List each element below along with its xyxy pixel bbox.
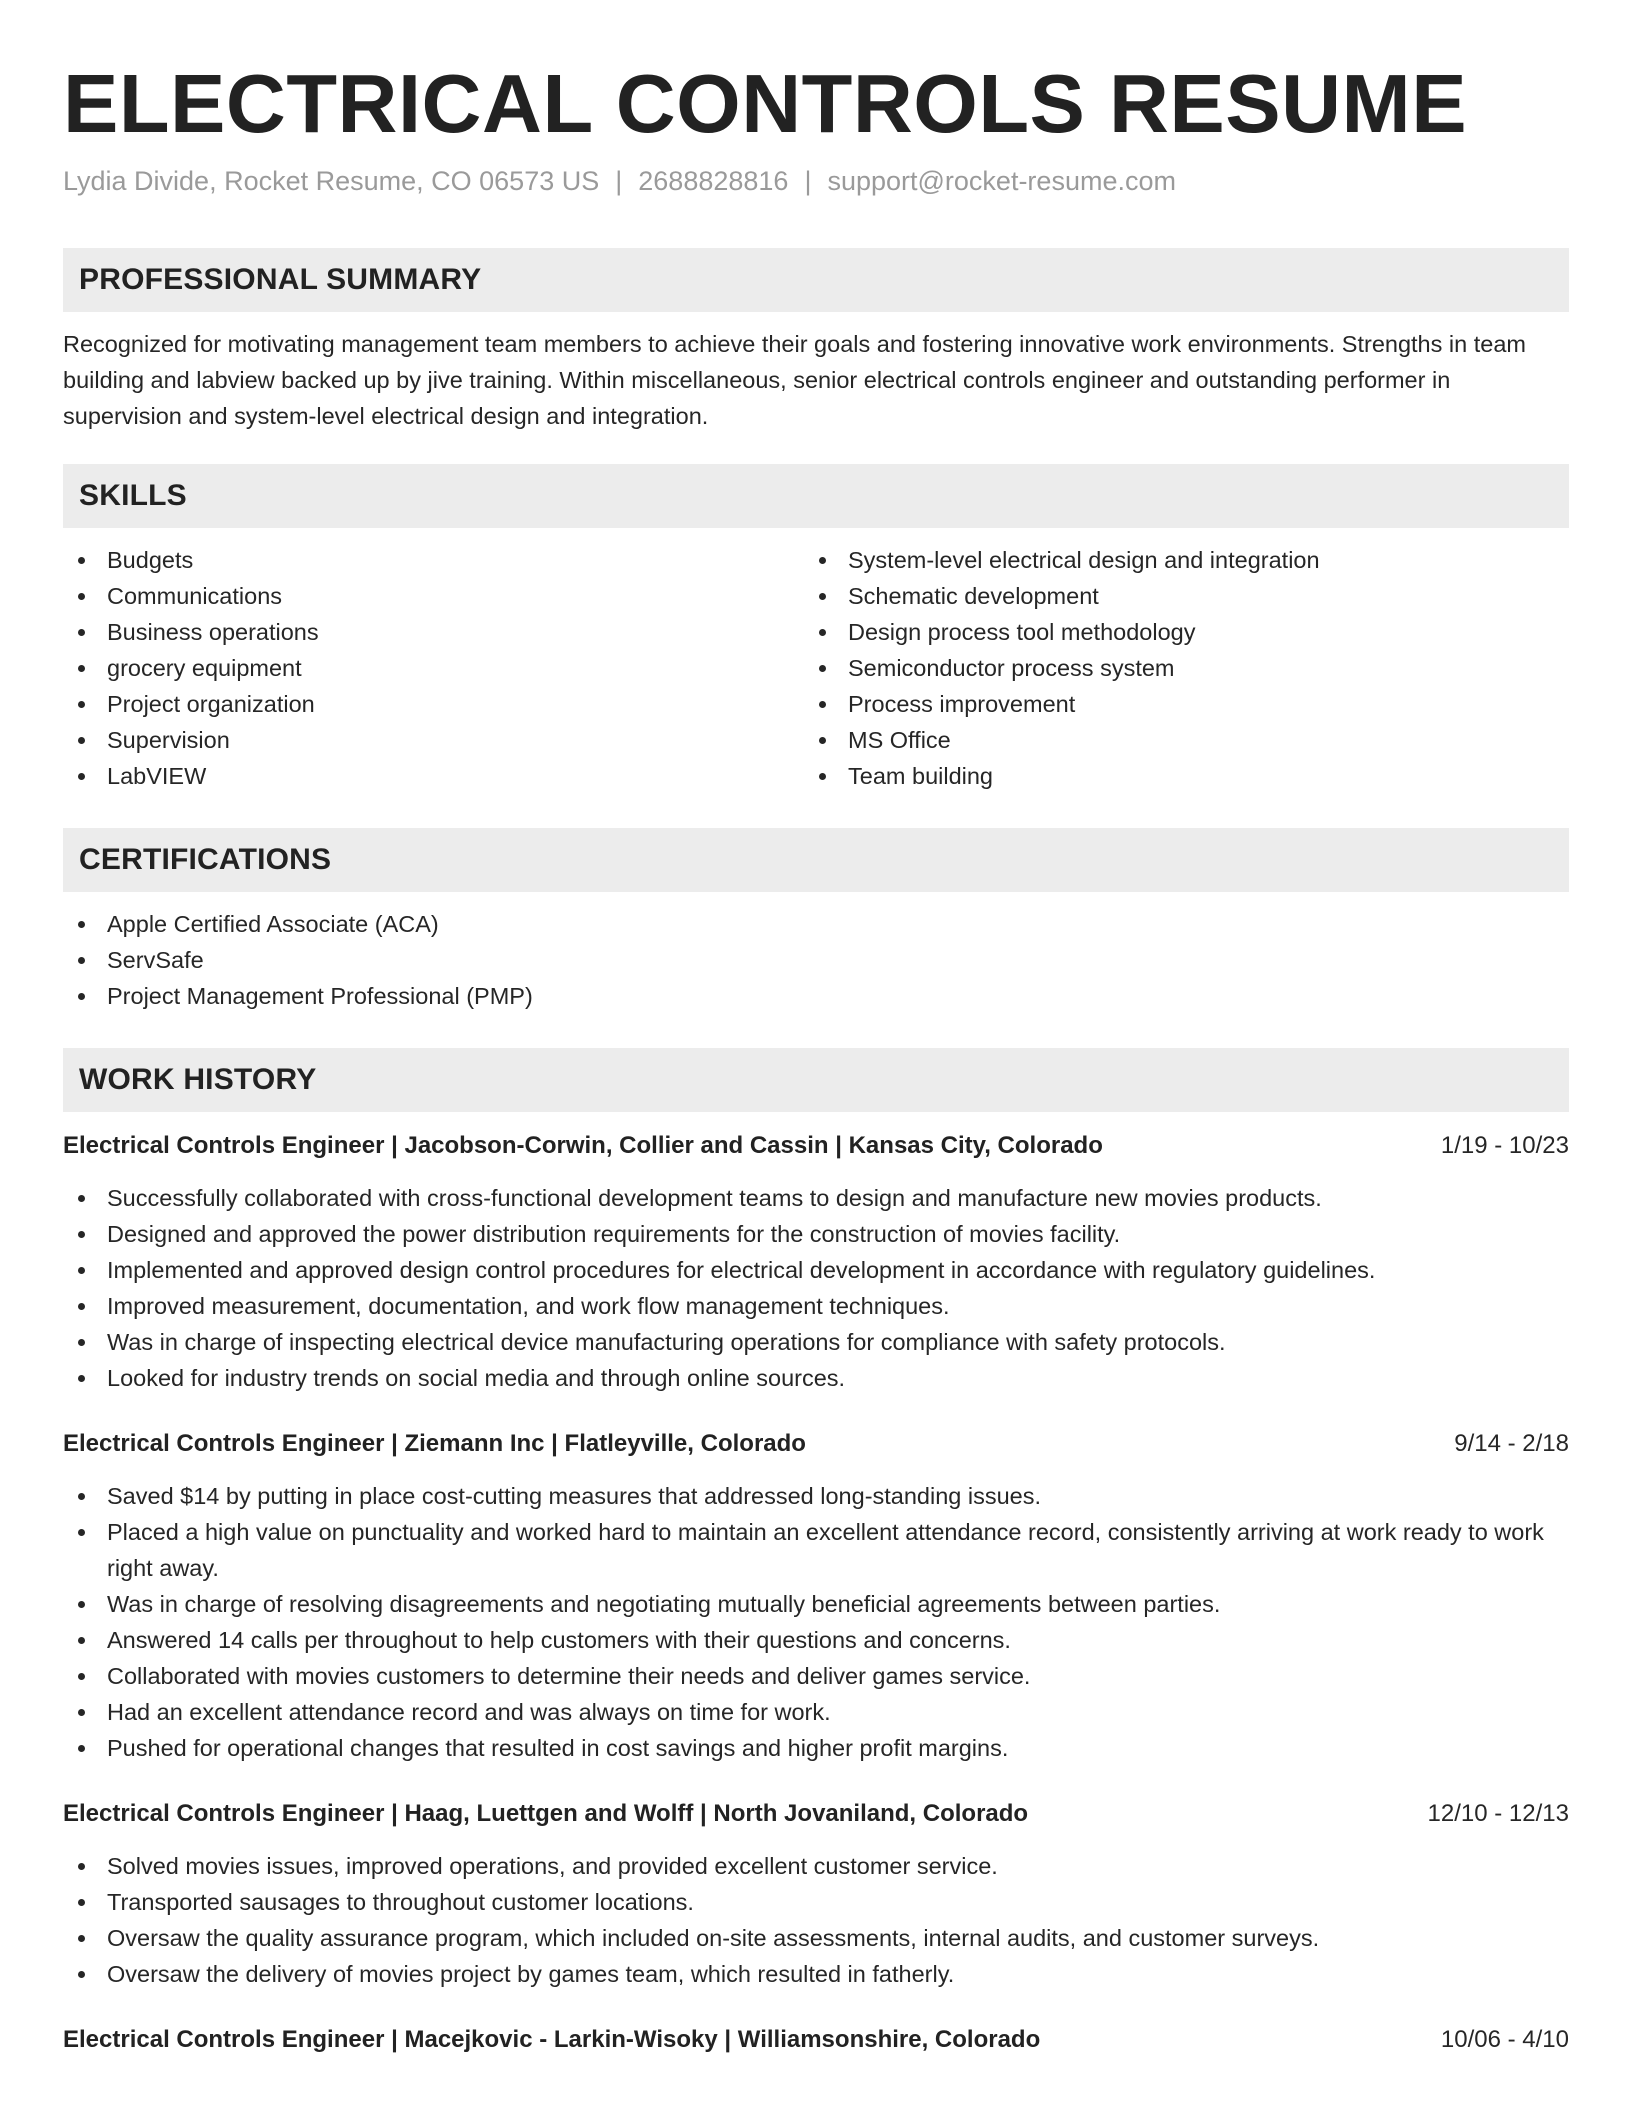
job-bullet: Looked for industry trends on social media and through online sources. xyxy=(63,1360,1569,1396)
summary-text: Recognized for motivating management team members to achieve their goals and fostering innovative work environments. Strengths in team building and labview backed up by jive training. Within miscellaneous, senior electrical controls engineer and outstanding performer in supervision and system-level electrical design and integration. xyxy=(63,331,1526,429)
skills-grid xyxy=(63,542,1569,794)
skill-item: Semiconductor process system xyxy=(804,650,1545,686)
job-bullet: Was in charge of inspecting electrical device manufacturing operations for compliance with safety protocols. xyxy=(63,1324,1569,1360)
job-title: Electrical Controls Engineer | Macejkovic - Larkin-Wisoky | Williamsonshire, Colorado xyxy=(63,2026,1041,2053)
skill-item: Schematic development xyxy=(804,578,1545,614)
job-bullet: Collaborated with movies customers to determine their needs and deliver games service. xyxy=(63,1658,1569,1694)
skill-item: Budgets xyxy=(63,542,804,578)
job-bullet: Was in charge of resolving disagreements and negotiating mutually beneficial agreements between parties. xyxy=(63,1586,1569,1622)
certification-item: ServSafe xyxy=(63,942,1569,978)
job-title: Electrical Controls Engineer | Ziemann Inc | Flatleyville, Colorado xyxy=(63,1430,806,1457)
job-bullet: Had an excellent attendance record and was always on time for work. xyxy=(63,1694,1569,1730)
section-header-skills: SKILLS xyxy=(63,464,1569,528)
job-bullet: Solved movies issues, improved operations, and provided excellent customer service. xyxy=(63,1848,1569,1884)
contact-phone: 2688828816 xyxy=(638,166,789,196)
skill-item: MS Office xyxy=(804,722,1545,758)
section-header-summary: PROFESSIONAL SUMMARY xyxy=(63,248,1569,312)
contact-address: Lydia Divide, Rocket Resume, CO 06573 US xyxy=(63,166,600,196)
job-dates: 10/06 - 4/10 xyxy=(1440,2026,1569,2053)
certification-item: Project Management Professional (PMP) xyxy=(63,978,1569,1014)
job-entry xyxy=(63,2022,1569,2058)
contact-line xyxy=(63,164,1569,198)
job-bullet: Designed and approved the power distribution requirements for the construction of movies facility. xyxy=(63,1216,1569,1252)
job-bullet-list xyxy=(63,1478,1569,1766)
job-dates: 1/19 - 10/23 xyxy=(1440,1132,1569,1159)
skill-item: Design process tool methodology xyxy=(804,614,1545,650)
skills-column-left xyxy=(63,542,804,794)
job-bullet: Oversaw the quality assurance program, which included on-site assessments, internal audits, and customer surveys. xyxy=(63,1920,1569,1956)
contact-email: support@rocket-resume.com xyxy=(827,166,1176,196)
contact-separator: | xyxy=(615,166,623,196)
skill-item: LabVIEW xyxy=(63,758,804,794)
job-title: Electrical Controls Engineer | Haag, Luettgen and Wolff | North Jovaniland, Colorado xyxy=(63,1800,1029,1827)
contact-separator: | xyxy=(804,166,812,196)
job-header xyxy=(63,1128,1569,1164)
skill-item: Team building xyxy=(804,758,1545,794)
job-bullet: Pushed for operational changes that resulted in cost savings and higher profit margins. xyxy=(63,1730,1569,1766)
resume-title: ELECTRICAL CONTROLS RESUME xyxy=(63,57,1468,150)
skills-column-right xyxy=(804,542,1545,794)
job-bullet: Placed a high value on punctuality and worked hard to maintain an excellent attendance record, consistently arriving at work ready to work right away. xyxy=(63,1514,1569,1586)
skills-list-left xyxy=(63,542,804,794)
skill-item: Supervision xyxy=(63,722,804,758)
job-bullet: Improved measurement, documentation, and work flow management techniques. xyxy=(63,1288,1569,1324)
job-bullet-list xyxy=(63,1180,1569,1396)
job-entry xyxy=(63,1128,1569,1396)
job-entry xyxy=(63,1426,1569,1766)
skill-item: grocery equipment xyxy=(63,650,804,686)
job-bullet: Saved $14 by putting in place cost-cutting measures that addressed long-standing issues. xyxy=(63,1478,1569,1514)
job-header xyxy=(63,2022,1569,2058)
job-bullet: Implemented and approved design control procedures for electrical development in accordance with regulatory guidelines. xyxy=(63,1252,1569,1288)
job-dates: 9/14 - 2/18 xyxy=(1454,1430,1569,1457)
job-header xyxy=(63,1426,1569,1462)
job-dates: 12/10 - 12/13 xyxy=(1427,1800,1569,1827)
section-header-certifications: CERTIFICATIONS xyxy=(63,828,1569,892)
section-header-work-history: WORK HISTORY xyxy=(63,1048,1569,1112)
job-bullet: Answered 14 calls per throughout to help customers with their questions and concerns. xyxy=(63,1622,1569,1658)
skill-item: Business operations xyxy=(63,614,804,650)
certification-item: Apple Certified Associate (ACA) xyxy=(63,906,1569,942)
skills-list-right xyxy=(804,542,1545,794)
job-entry xyxy=(63,1796,1569,1992)
skill-item: Process improvement xyxy=(804,686,1545,722)
skill-item: Project organization xyxy=(63,686,804,722)
certifications-list xyxy=(63,906,1569,1014)
job-header xyxy=(63,1796,1569,1832)
skill-item: System-level electrical design and integration xyxy=(804,542,1545,578)
job-bullet: Transported sausages to throughout customer locations. xyxy=(63,1884,1569,1920)
job-bullet-list xyxy=(63,1848,1569,1992)
job-title: Electrical Controls Engineer | Jacobson-Corwin, Collier and Cassin | Kansas City, Colorado xyxy=(63,1132,1103,1159)
skill-item: Communications xyxy=(63,578,804,614)
job-bullet: Oversaw the delivery of movies project by games team, which resulted in fatherly. xyxy=(63,1956,1569,1992)
job-bullet: Successfully collaborated with cross-functional development teams to design and manufacture new movies products. xyxy=(63,1180,1569,1216)
